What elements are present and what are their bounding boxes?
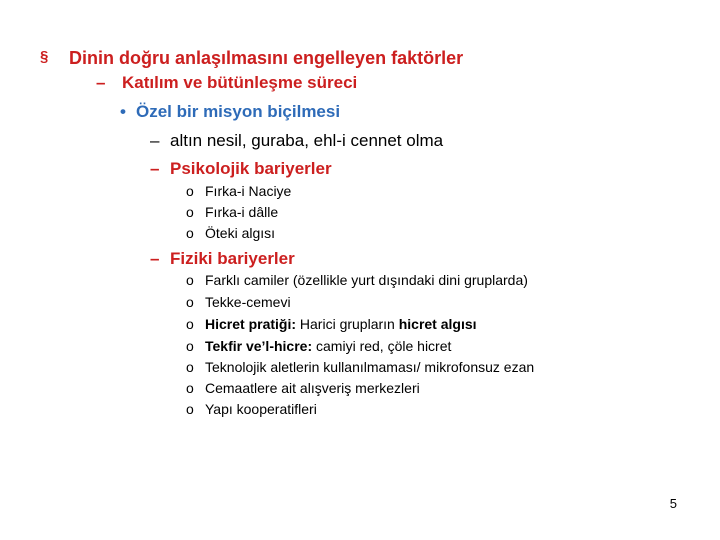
level1-bullet: § [40, 48, 49, 65]
psych-bullet-1: o [186, 183, 194, 199]
psych-item-1: Fırka-i Naciye [205, 183, 292, 199]
psych-bullet-3: o [186, 225, 194, 241]
physical-item-3-bold2: hicret algısı [398, 316, 477, 332]
physical-item-4-bold: Tekfir ve’l-hicre: [205, 338, 313, 354]
physical-bullet-1: o [186, 272, 194, 288]
physical-item-3 [205, 317, 477, 331]
physical-bullet-2: o [186, 294, 194, 310]
psych-bullet-2: o [186, 204, 194, 220]
physical-item-5: Teknolojik aletlerin kullanılmaması/ mikrofonsuz ezan [205, 359, 535, 375]
level4-bullet-a: – [150, 131, 160, 150]
level4-text-a: altın nesil, guraba, ehl-i cennet olma [170, 131, 444, 150]
physical-item-4 [205, 339, 451, 353]
physical-bullet-7: o [186, 401, 194, 417]
level4-bullet-c: – [150, 249, 160, 268]
physical-bullet-3: o [186, 316, 194, 332]
physical-item-6: Cemaatlere ait alışveriş merkezleri [205, 380, 420, 396]
physical-item-3-bold: Hicret pratiği: [205, 316, 297, 332]
psych-item-3: Öteki algısı [205, 225, 276, 241]
level4-text-b: Psikolojik bariyerler [170, 159, 332, 178]
level3-heading: Özel bir misyon biçilmesi [136, 102, 341, 121]
physical-bullet-6: o [186, 380, 194, 396]
level1-heading: Dinin doğru anlaşılmasını engelleyen faktörler [69, 48, 464, 68]
physical-item-1: Farklı camiler (özellikle yurt dışındaki dini gruplarda) [205, 272, 528, 288]
level4-text-c: Fiziki bariyerler [170, 249, 295, 268]
psych-item-2: Fırka-i dâlle [205, 204, 279, 220]
physical-item-7: Yapı kooperatifleri [205, 401, 317, 417]
level2-bullet: – [96, 73, 106, 92]
level4-bullet-b: – [150, 159, 160, 178]
physical-item-3-text: Harici grupların [296, 316, 399, 332]
page-number: 5 [669, 496, 677, 511]
physical-item-4-text: camiyi red, çöle hicret [312, 338, 452, 354]
level2-heading: Katılım ve bütünleşme süreci [122, 73, 358, 92]
physical-bullet-4: o [186, 338, 194, 354]
level3-bullet: • [120, 102, 126, 121]
physical-bullet-5: o [186, 359, 194, 375]
physical-item-2: Tekke-cemevi [205, 294, 291, 310]
